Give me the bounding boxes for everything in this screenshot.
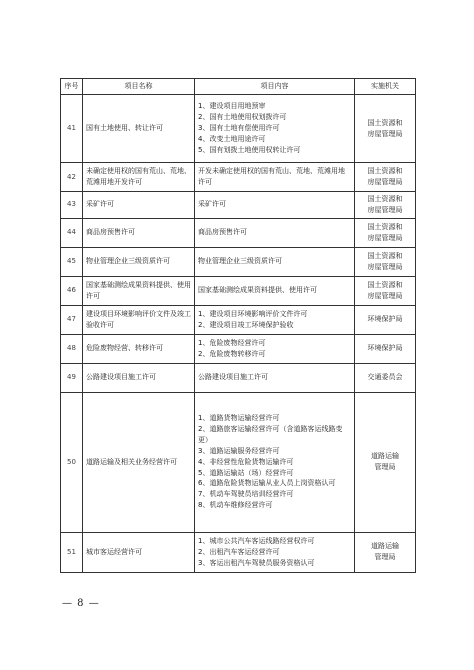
agency-line: 房屋管理局 (367, 291, 403, 300)
agency-line: 环境保护局 (367, 344, 403, 353)
table-row (61, 163, 416, 192)
table-row (61, 532, 416, 572)
header-name: 项目名称 (83, 79, 195, 95)
row-number: 45 (61, 247, 83, 276)
agency-line: 国土资源和 (367, 251, 403, 260)
table-header-row (61, 79, 416, 95)
agency-line: 管理局 (374, 553, 396, 562)
table-row (61, 305, 416, 334)
content-line: 1、道路货物运输经营许可 (198, 414, 280, 423)
item-content (195, 95, 355, 163)
content-line: 公路建设项目施工许可 (198, 373, 268, 382)
row-number: 50 (61, 392, 83, 532)
content-line: 7、机动车驾驶员培训经营许可 (198, 490, 294, 499)
table-row (61, 276, 416, 305)
header-agency: 实施机关 (355, 79, 416, 95)
table-row (61, 247, 416, 276)
item-content (195, 305, 355, 334)
content-line: 采矿许可 (198, 200, 226, 209)
agency-line: 环境保护局 (367, 315, 403, 324)
implementing-agency (355, 305, 416, 334)
item-content (195, 192, 355, 219)
item-content (195, 392, 355, 532)
item-content (195, 363, 355, 392)
row-number: 48 (61, 334, 83, 363)
implementing-agency (355, 334, 416, 363)
row-number: 42 (61, 163, 83, 192)
agency-line: 房屋管理局 (367, 262, 403, 271)
row-number: 46 (61, 276, 83, 305)
content-line: 2、危险废物转移许可 (198, 349, 266, 358)
agency-line: 国土资源和 (367, 167, 403, 176)
content-line: 开发未确定使用权的国有荒山、荒地、荒滩用地许可 (198, 167, 345, 186)
agency-line: 国土资源和 (367, 222, 403, 231)
agency-line: 国土资源和 (367, 280, 403, 289)
implementing-agency (355, 392, 416, 532)
content-line: 物业管理企业三级资质许可 (198, 257, 282, 266)
implementing-agency (355, 163, 416, 192)
content-line: 2、国有土地使用权划拨许可 (198, 113, 287, 122)
content-line: 3、道路运输服务经营许可 (198, 446, 280, 455)
item-content (195, 276, 355, 305)
content-line: 国家基础测绘成果资料提供、使用许可 (198, 286, 317, 295)
content-line: 3、客运出租汽车驾驶员服务资格认可 (198, 558, 315, 567)
permit-table (60, 78, 416, 573)
page-number: — 8 — (62, 598, 100, 609)
row-number: 43 (61, 192, 83, 219)
content-line: 1、城市公共汽车客运线路经营权许可 (198, 536, 315, 545)
row-number: 41 (61, 95, 83, 163)
agency-line: 交通委员会 (367, 373, 403, 382)
agency-line: 国土资源和 (367, 195, 403, 203)
header-num: 序号 (61, 79, 83, 95)
agency-line: 房屋管理局 (367, 178, 403, 186)
row-number: 51 (61, 532, 83, 572)
item-name: 公路建设项目施工许可 (83, 363, 195, 392)
table-row (61, 192, 416, 219)
content-line: 6、道路危险货物运输从业人员上岗资格认可 (198, 479, 336, 488)
content-line: 1、建设项目用地预审 (198, 102, 266, 111)
agency-line: 道路运输 (371, 542, 399, 551)
content-line: 2、道路旅客运输经营许可（含道路客运线路变更） (198, 425, 343, 445)
item-name: 未确定使用权的国有荒山、荒地、荒滩用地开发许可 (83, 163, 195, 192)
item-name: 采矿许可 (83, 192, 195, 219)
content-line: 3、国有土地有偿使用许可 (198, 124, 280, 133)
item-name: 国有土地使用、转让许可 (83, 95, 195, 163)
item-content (195, 334, 355, 363)
implementing-agency (355, 532, 416, 572)
implementing-agency (355, 276, 416, 305)
content-line: 4、非经营性危险货物运输许可 (198, 457, 294, 466)
content-line: 1、建设项目环境影响评价文件许可 (198, 309, 308, 318)
item-content (195, 247, 355, 276)
content-line: 5、道路运输站（场）经营许可 (198, 468, 294, 477)
table-row (61, 334, 416, 363)
implementing-agency (355, 192, 416, 219)
content-line: 2、出租汽车客运经营许可 (198, 547, 280, 556)
agency-line: 房屋管理局 (367, 129, 403, 138)
item-name: 道路运输及相关业务经营许可 (83, 392, 195, 532)
table-row (61, 392, 416, 532)
agency-line: 房屋管理局 (367, 233, 403, 242)
implementing-agency (355, 363, 416, 392)
item-name: 商品房预售许可 (83, 218, 195, 247)
agency-line: 房屋管理局 (367, 205, 403, 214)
item-content (195, 532, 355, 572)
item-content (195, 163, 355, 192)
content-line: 2、建设项目竣工环境保护验收 (198, 320, 294, 329)
agency-line: 管理局 (374, 463, 396, 472)
content-line: 8、机动车维修经营许可 (198, 501, 273, 510)
table-row (61, 218, 416, 247)
table-row (61, 363, 416, 392)
implementing-agency (355, 218, 416, 247)
item-name: 城市客运经营许可 (83, 532, 195, 572)
agency-line: 国土资源和 (367, 118, 403, 127)
item-name: 建设项目环境影响评价文件及竣工验收许可 (83, 305, 195, 334)
content-line: 5、国有划拨土地使用权转让许可 (198, 145, 301, 154)
content-line: 1、危险废物经营许可 (198, 338, 266, 347)
implementing-agency (355, 95, 416, 163)
item-name: 国家基础测绘成果资料提供、使用许可 (83, 276, 195, 305)
row-number: 47 (61, 305, 83, 334)
item-name: 物业管理企业三级资质许可 (83, 247, 195, 276)
header-content: 项目内容 (195, 79, 355, 95)
table-row (61, 95, 416, 163)
agency-line: 道路运输 (371, 452, 399, 461)
content-line: 4、改变土地用途许可 (198, 134, 266, 143)
content-line: 商品房预售许可 (198, 228, 247, 237)
implementing-agency (355, 247, 416, 276)
row-number: 49 (61, 363, 83, 392)
item-content (195, 218, 355, 247)
item-name: 危险废物经营、转移许可 (83, 334, 195, 363)
row-number: 44 (61, 218, 83, 247)
